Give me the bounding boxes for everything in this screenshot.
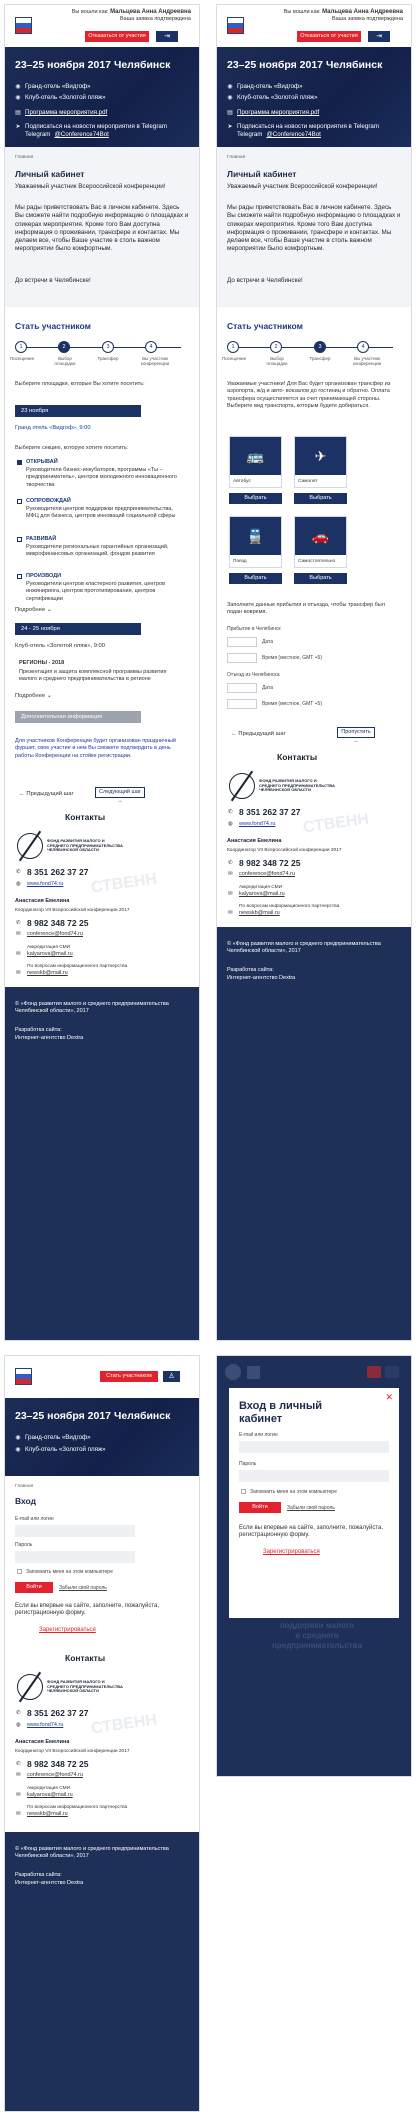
breadcrumb[interactable]: Главная <box>227 155 246 160</box>
email-label: E-mail или логин <box>15 1516 54 1522</box>
register-text: Если вы впервые на сайте, заполните, пожалуйста, регистрационную форму. <box>15 1603 160 1617</box>
register-link[interactable]: Зарегистрироваться <box>39 1627 96 1633</box>
telegram-text: Подписаться на новости мероприятия в Telegram <box>237 123 379 130</box>
event-title: 23–25 ноября 2017 Челябинск <box>227 59 383 71</box>
footer-dev[interactable]: Интернет-агентство Dextra <box>15 1035 84 1041</box>
accr-label: Аккредитация СМИ <box>27 945 71 950</box>
select-train-button[interactable]: Выбрать <box>229 573 282 584</box>
cabinet-greeting: Уважаемый участник Всероссийской конференции! <box>227 183 378 190</box>
globe-icon: ◍ <box>16 881 21 887</box>
plane-icon: ✈ <box>295 437 346 475</box>
prev-step-label: Предыдущий шаг <box>26 791 74 797</box>
wizard-title: Стать участником <box>227 321 303 331</box>
skip-button[interactable]: Пропустить → <box>337 727 375 738</box>
location-icon: ◉ <box>227 84 233 90</box>
departure-date-input[interactable] <box>227 683 257 693</box>
fund-logo-text: ФОНД РАЗВИТИЯ МАЛОГО И СРЕДНЕГО ПРЕДПРИНИМАТЕЛЬСТВА ЧЕЛЯБИНСКОЙ ОБЛАСТИ <box>259 778 335 793</box>
phone-1[interactable]: 8 351 262 37 27 <box>27 867 89 877</box>
screen-login-modal <box>217 1356 411 1776</box>
wizard-steps <box>9 341 189 371</box>
more-label-2: Подробнее <box>15 693 46 699</box>
footer-dev-label: Разработка сайта: <box>15 1872 62 1878</box>
remember-label: Запомнить меня на этом компьютере <box>250 1489 337 1495</box>
accr-label: Аккредитация СМИ <box>239 885 283 890</box>
venue-1 <box>15 1434 91 1441</box>
card-train[interactable] <box>229 516 282 568</box>
section-1-checkbox[interactable] <box>17 460 22 465</box>
email-1[interactable]: conference@fond74.ru <box>27 1772 84 1778</box>
cabinet-body: Мы рады приветствовать Вас в личном кабинете. Здесь Вы сможете найти подробную информацию о площадках и спикерах мероприятия. Кроме того Вам доступна информация о проживании, трансфере и контактах. Мы делаем все, чтобы Ваше участие в столь важном мероприятии было комфортным. <box>227 204 401 253</box>
info-label: По вопросам информационного партнерства <box>239 904 340 909</box>
location-icon: ◉ <box>15 1447 21 1453</box>
wizard-steps <box>221 341 401 371</box>
cabinet-greeting: Уважаемый участник Всероссийской конференции! <box>15 183 166 190</box>
departure-time-label: Время (местное, GMT +5) <box>262 701 322 707</box>
site-link[interactable]: www.fond74.ru <box>239 821 276 827</box>
telegram-in: Telegram <box>25 131 51 138</box>
remember-label: Запомнить меня на этом компьютере <box>26 1569 113 1575</box>
phone-icon-2: ✆ <box>228 860 233 866</box>
select-car-button[interactable]: Выбрать <box>294 573 347 584</box>
telegram-line <box>15 123 167 130</box>
step-3-label: Трансфер <box>97 356 119 361</box>
select-bus-button[interactable]: Выбрать <box>229 493 282 504</box>
forgot-password-link[interactable]: Забыли свой пароль <box>59 1585 107 1591</box>
step-2-label: Выбор площадки <box>266 356 288 366</box>
location-icon: ◉ <box>227 95 233 101</box>
contacts-title: Контакты <box>65 812 106 822</box>
user-name: Мальцева Анна Андреевна <box>110 9 191 15</box>
footer-copyright: © «Фонд развития малого и среднего предпринимательства Челябинской области», 2017 <box>15 1001 169 1014</box>
location-icon: ◉ <box>15 84 21 90</box>
steps-line <box>233 347 393 348</box>
close-icon[interactable]: ✕ <box>385 1392 393 1402</box>
regions-desc: Презентация и защита комплексной программы развития малого и среднего предпринимательства в регионе <box>19 669 167 683</box>
wizard-title: Стать участником <box>15 321 91 331</box>
top-bar <box>5 5 199 47</box>
user-info <box>72 9 191 23</box>
section-4-checkbox[interactable] <box>17 574 22 579</box>
banquet-note: Для участников Конференции будет организован праздничный фуршет, свое участие в нем Вы сможете подтвердить в день работы Конференции на стойке регистрации. <box>15 738 176 759</box>
email-1[interactable]: conference@fond74.ru <box>239 871 296 877</box>
globe-icon: ◍ <box>16 1722 21 1728</box>
car-icon: 🚗 <box>295 517 346 555</box>
arrival-time-input[interactable] <box>227 653 257 663</box>
step-2[interactable]: 2 <box>58 341 70 353</box>
section-1-desc: Руководители бизнес-инкубаторов, программы «Ты – предприниматель», центров молодежного инновационного творчества <box>26 467 177 488</box>
section-2-name: СОПРОВОЖДАЙ <box>26 498 71 504</box>
login-submit-button[interactable]: Войти <box>15 1582 53 1593</box>
email-label: E-mail или логин <box>239 1432 278 1438</box>
breadcrumb[interactable]: Главная <box>15 1484 34 1489</box>
next-step-button[interactable]: Следующий шаг → <box>95 787 145 798</box>
step-3[interactable]: 3 <box>314 341 326 353</box>
logout-icon[interactable]: ⇥ <box>368 31 390 42</box>
password-label: Пароль <box>239 1461 257 1467</box>
flag-icon <box>247 1366 260 1379</box>
venue-2-label: Клуб-отель «Золотой пляж» <box>25 94 106 101</box>
contact-role: Координатор VII Всероссийской конференции 2017 <box>15 908 130 913</box>
steps-line <box>21 347 181 348</box>
forgot-password-link[interactable]: Забыли свой пароль <box>287 1505 335 1511</box>
bus-icon: 🚌 <box>230 437 281 475</box>
info-label: По вопросам информационного партнерства <box>27 1805 128 1810</box>
venue-1 <box>227 83 303 90</box>
phone-icon-2: ✆ <box>16 920 21 926</box>
fund-logo-text: ФОНД РАЗВИТИЯ МАЛОГО И СРЕДНЕГО ПРЕДПРИНИМАТЕЛЬСТВА ЧЕЛЯБИНСКОЙ ОБЛАСТИ <box>47 838 123 853</box>
fund-logo <box>17 833 43 859</box>
footer-dev-label: Разработка сайта: <box>15 1027 62 1033</box>
password-input[interactable] <box>15 1551 135 1563</box>
top-bar <box>217 5 411 47</box>
venue-1 <box>15 83 91 90</box>
step-2[interactable]: 2 <box>270 341 282 353</box>
decline-button[interactable]: Отказаться от участия <box>297 31 361 42</box>
email-3[interactable]: newskb@mail.ru <box>239 910 280 916</box>
card-car-label: Самостоятельно <box>298 559 336 564</box>
participate-button[interactable]: Стать участником <box>100 1371 158 1382</box>
phone-icon: ✆ <box>228 809 233 815</box>
pdf-icon: ▤ <box>15 110 21 116</box>
email-2[interactable]: kalyarova@mail.ru <box>27 1792 73 1798</box>
breadcrumb[interactable]: Главная <box>15 155 34 160</box>
logo-flag[interactable] <box>15 1368 32 1385</box>
event-title: 23–25 ноября 2017 Челябинск <box>15 1410 171 1422</box>
step-4[interactable]: 4 <box>357 341 369 353</box>
venue-2 <box>15 1446 106 1453</box>
arrival-date-input[interactable] <box>227 637 257 647</box>
departure-date-label: Дата <box>262 685 274 691</box>
step-4-label: Вы участник конференции <box>352 356 382 366</box>
telegram-in: Telegram <box>237 131 263 138</box>
site-link[interactable]: www.fond74.ru <box>27 1722 64 1728</box>
venue-2 <box>227 94 318 101</box>
footer-dev[interactable]: Интернет-агентство Dextra <box>15 1880 84 1886</box>
section-1-name: ОТКРЫВАЙ <box>26 459 58 465</box>
footer <box>5 987 199 1340</box>
phone-1[interactable]: 8 351 262 37 27 <box>239 807 301 817</box>
screen-cabinet-step3 <box>217 5 411 1340</box>
day2-venue[interactable]: Клуб-отель «Золотой пляж», 9:00 <box>15 643 105 649</box>
user-info <box>284 9 403 23</box>
card-bus-label: Автобус <box>233 479 251 484</box>
email-3[interactable]: newskb@mail.ru <box>27 970 68 976</box>
contact-person: Анастасия Емелина <box>15 1739 70 1745</box>
choose-venues: Выберите площадки, которые Вы хотите посетить: <box>15 381 145 387</box>
section-3-desc: Руководители региональных гарантийных организаций, микрофинансовых организаций, фондов развития <box>26 544 169 558</box>
more-toggle-1[interactable]: Подробнее ⌄ <box>15 607 52 613</box>
phone-2[interactable]: 8 982 348 72 25 <box>27 1759 89 1769</box>
phone-2[interactable]: 8 982 348 72 25 <box>27 918 89 928</box>
arrival-label: Прибытие в Челябинск <box>227 626 281 632</box>
contacts-title: Контакты <box>277 752 318 762</box>
phone-2[interactable]: 8 982 348 72 25 <box>239 858 301 868</box>
step-2-label: Выбор площадки <box>54 356 76 366</box>
step-1[interactable]: 1 <box>15 341 27 353</box>
mail-icon-2: ✉ <box>16 1792 21 1798</box>
password-label: Пароль <box>15 1542 33 1548</box>
fund-logo <box>17 1674 43 1700</box>
telegram-line-2 <box>25 131 109 138</box>
telegram-line-2 <box>237 131 321 138</box>
mail-icon: ✉ <box>228 871 233 877</box>
card-plane[interactable] <box>294 436 347 488</box>
phone-icon: ✆ <box>16 1710 21 1716</box>
mail-icon-3: ✉ <box>228 910 233 916</box>
choose-section: Выберите секцию, которую хотите посетить: <box>15 445 129 451</box>
transfer-intro: Уважаемые участники! Для Вас будет организован трансфер из аэропорта, ж/д и авто- вокзалов до гостиниц и обратно. Оплата трансфера осуществляется за счет принимающей стороны. Выберите вид транспорта, которым будете добираться. <box>227 381 391 409</box>
program-link[interactable] <box>227 109 319 116</box>
prev-step-button[interactable]: ← Предыдущий шаг <box>231 731 286 737</box>
skip-label: Пропустить <box>341 729 371 735</box>
fund-logo <box>229 773 255 799</box>
cabinet-section <box>217 147 411 307</box>
venue-1-label: Гранд-отель «Видгоф» <box>237 83 303 90</box>
register-link[interactable]: Зарегистрироваться <box>263 1549 320 1555</box>
departure-label: Отъезд из Челябинска <box>227 672 280 678</box>
screen-login <box>5 1356 199 2111</box>
footer-dev-label: Разработка сайта: <box>227 967 274 973</box>
register-text: Если вы впервые на сайте, заполните, пожалуйста, регистрационную форму. <box>239 1525 384 1539</box>
screen-cabinet-step2 <box>5 5 199 1340</box>
email-input[interactable] <box>239 1441 389 1453</box>
phone-icon-2: ✆ <box>16 1761 21 1767</box>
transfer-fill-note: Заполните данные прибытия и отъезда, чтобы трансфер был подан вовремя. <box>227 602 385 616</box>
train-icon: 🚆 <box>230 517 281 555</box>
section-4-name: ПРОИЗВОДИ <box>26 573 62 579</box>
user-status: Ваша заявка подтверждена <box>120 16 191 22</box>
email-2[interactable]: kalyarova@mail.ru <box>239 891 285 897</box>
telegram-handle[interactable]: @Conference74Bot <box>266 131 321 138</box>
email-3[interactable]: newskb@mail.ru <box>27 1811 68 1817</box>
cabinet-section <box>5 147 199 307</box>
section-3-name: РАЗВИВАЙ <box>26 536 57 542</box>
contact-person: Анастасия Емелина <box>227 838 282 844</box>
telegram-line <box>227 123 379 130</box>
user-status: Ваша заявка подтверждена <box>332 16 403 22</box>
footer-copyright: © «Фонд развития малого и среднего предпринимательства Челябинской области», 2017 <box>227 941 381 954</box>
globe-icon: ◍ <box>228 821 233 827</box>
user-greeting: Вы вошли как: <box>283 9 321 15</box>
mail-icon: ✉ <box>16 1772 21 1778</box>
step-1-label: Посещение <box>221 356 247 361</box>
email-2[interactable]: kalyarova@mail.ru <box>27 951 73 957</box>
phone-icon: ✆ <box>16 869 21 875</box>
logout-icon[interactable]: ⇥ <box>156 31 178 42</box>
hero-banner <box>5 1398 199 1476</box>
card-plane-label: Самолет <box>298 479 318 484</box>
venue-1-label: Гранд-отель «Видгоф» <box>25 1434 91 1441</box>
password-input[interactable] <box>239 1470 389 1482</box>
page-title: Личный кабинет <box>15 169 85 179</box>
watermark: СТВЕНН <box>302 810 371 837</box>
more-label: Подробнее <box>15 607 46 613</box>
email-1[interactable]: conference@fond74.ru <box>27 931 84 937</box>
step-1-label: Посещение <box>9 356 35 361</box>
program-link-label[interactable]: Программа мероприятия.pdf <box>237 109 320 116</box>
section-2-desc: Руководители центров поддержки предпринимательства, МФЦ для бизнеса, центров инноваций социальной сферы <box>26 506 176 520</box>
cabinet-bye: До встречи в Челябинске! <box>227 277 303 284</box>
login-submit-button[interactable]: Войти <box>239 1502 281 1513</box>
step-4-label: Вы участник конференции <box>140 356 170 366</box>
phone-1[interactable]: 8 351 262 37 27 <box>27 1708 89 1718</box>
prev-step-button[interactable]: ← Предыдущий шаг <box>19 791 74 797</box>
extra-info-bar[interactable]: Дополнительная информация <box>15 711 141 723</box>
cabinet-bye: До встречи в Челябинске! <box>15 277 91 284</box>
footer <box>5 1832 199 2111</box>
login-title: Вход <box>15 1496 37 1506</box>
telegram-icon: ➤ <box>15 124 21 130</box>
day1-bar[interactable]: 23 ноября <box>15 405 141 417</box>
section-3-checkbox[interactable] <box>17 537 22 542</box>
card-train-label: Поезд <box>233 559 247 564</box>
location-icon: ◉ <box>15 1435 21 1441</box>
page-title: Личный кабинет <box>227 169 297 179</box>
venue-2 <box>15 94 106 101</box>
departure-time-input[interactable] <box>227 699 257 709</box>
user-icon[interactable]: ♙ <box>163 1371 180 1382</box>
location-icon: ◉ <box>15 95 21 101</box>
remember-checkbox[interactable] <box>241 1489 246 1494</box>
modal-title: Вход в личный кабинет <box>239 1400 323 1425</box>
emblem-icon <box>225 1364 241 1380</box>
contact-person: Анастасия Емелина <box>15 898 70 904</box>
venue-1-label: Гранд-отель «Видгоф» <box>25 83 91 90</box>
day2-bar[interactable]: 24 - 25 ноября <box>15 623 141 635</box>
more-toggle-2[interactable]: Подробнее ⌄ <box>15 693 52 699</box>
contact-role: Координатор VII Всероссийской конференции 2017 <box>227 848 342 853</box>
mail-icon-2: ✉ <box>228 891 233 897</box>
day1-venue[interactable]: Гранд отель «Видгоф», 9:00 <box>15 425 91 431</box>
logo-flag[interactable] <box>15 17 32 34</box>
user-icon-dimmed <box>385 1366 399 1378</box>
watermark: СТВЕНН <box>90 870 159 897</box>
mail-icon-3: ✉ <box>16 970 21 976</box>
mail-icon-2: ✉ <box>16 951 21 957</box>
footer-copyright: © «Фонд развития малого и среднего предпринимательства Челябинской области», 2017 <box>15 1846 169 1859</box>
dimmed-background-text: поддержки малого и среднего предпринимательства <box>272 1621 362 1650</box>
hero-banner <box>5 47 199 147</box>
step-4[interactable]: 4 <box>145 341 157 353</box>
decline-button[interactable]: Отказаться от участия <box>85 31 149 42</box>
step-1[interactable]: 1 <box>227 341 239 353</box>
telegram-icon: ➤ <box>227 124 233 130</box>
mail-icon: ✉ <box>16 931 21 937</box>
footer-dev[interactable]: Интернет-агентство Dextra <box>227 975 296 981</box>
email-input[interactable] <box>15 1525 135 1537</box>
card-bus[interactable] <box>229 436 282 488</box>
arrival-time-label: Время (местное, GMT +5) <box>262 655 322 661</box>
contact-role: Координатор VII Всероссийской конференции 2017 <box>15 1749 130 1754</box>
remember-checkbox[interactable] <box>17 1569 22 1574</box>
user-greeting: Вы вошли как: <box>71 9 109 15</box>
regions-title: РЕГИОНЫ - 2018 <box>19 660 65 666</box>
section-2-checkbox[interactable] <box>17 499 22 504</box>
watermark: СТВЕНН <box>90 1711 159 1738</box>
pdf-icon: ▤ <box>227 110 233 116</box>
program-link[interactable] <box>15 109 107 116</box>
program-link-label[interactable]: Программа мероприятия.pdf <box>25 109 108 116</box>
cabinet-body: Мы рады приветствовать Вас в личном кабинете. Здесь Вы сможете найти подробную информацию о площадках и спикерах мероприятия. Кроме того Вам доступна информация о проживании, трансфере и контактах. Мы делаем все, чтобы Ваше участие в столь важном мероприятии было комфортным. <box>15 204 189 253</box>
accr-label: Аккредитация СМИ <box>27 1786 71 1791</box>
fund-logo-text: ФОНД РАЗВИТИЯ МАЛОГО И СРЕДНЕГО ПРЕДПРИНИМАТЕЛЬСТВА ЧЕЛЯБИНСКОЙ ОБЛАСТИ <box>47 1679 123 1694</box>
step-3-label: Трансфер <box>309 356 331 361</box>
participate-button-dimmed <box>367 1366 381 1378</box>
site-link[interactable]: www.fond74.ru <box>27 881 64 887</box>
top-bar <box>5 1356 199 1398</box>
venue-2-label: Клуб-отель «Золотой пляж» <box>25 1446 106 1453</box>
logo-flag[interactable] <box>227 17 244 34</box>
arrival-date-label: Дата <box>262 639 274 645</box>
event-title: 23–25 ноября 2017 Челябинск <box>15 59 171 71</box>
select-plane-button[interactable]: Выбрать <box>294 493 347 504</box>
section-4-desc: Руководители центров кластерного развития, центров инжиниринга, центров прототипирования, центров сертификации <box>26 581 166 602</box>
mail-icon-3: ✉ <box>16 1811 21 1817</box>
next-step-label: Следующий шаг <box>99 789 141 795</box>
venue-2-label: Клуб-отель «Золотой пляж» <box>237 94 318 101</box>
contacts-title: Контакты <box>65 1653 106 1663</box>
telegram-handle[interactable]: @Conference74Bot <box>54 131 109 138</box>
hero-banner <box>217 47 411 147</box>
card-car[interactable] <box>294 516 347 568</box>
login-modal <box>229 1388 399 1618</box>
user-name: Мальцева Анна Андреевна <box>322 9 403 15</box>
step-3[interactable]: 3 <box>102 341 114 353</box>
prev-step-label: Предыдущий шаг <box>238 731 286 737</box>
info-label: По вопросам информационного партнерства <box>27 964 128 969</box>
telegram-text: Подписаться на новости мероприятия в Telegram <box>25 123 167 130</box>
footer <box>217 927 411 1340</box>
